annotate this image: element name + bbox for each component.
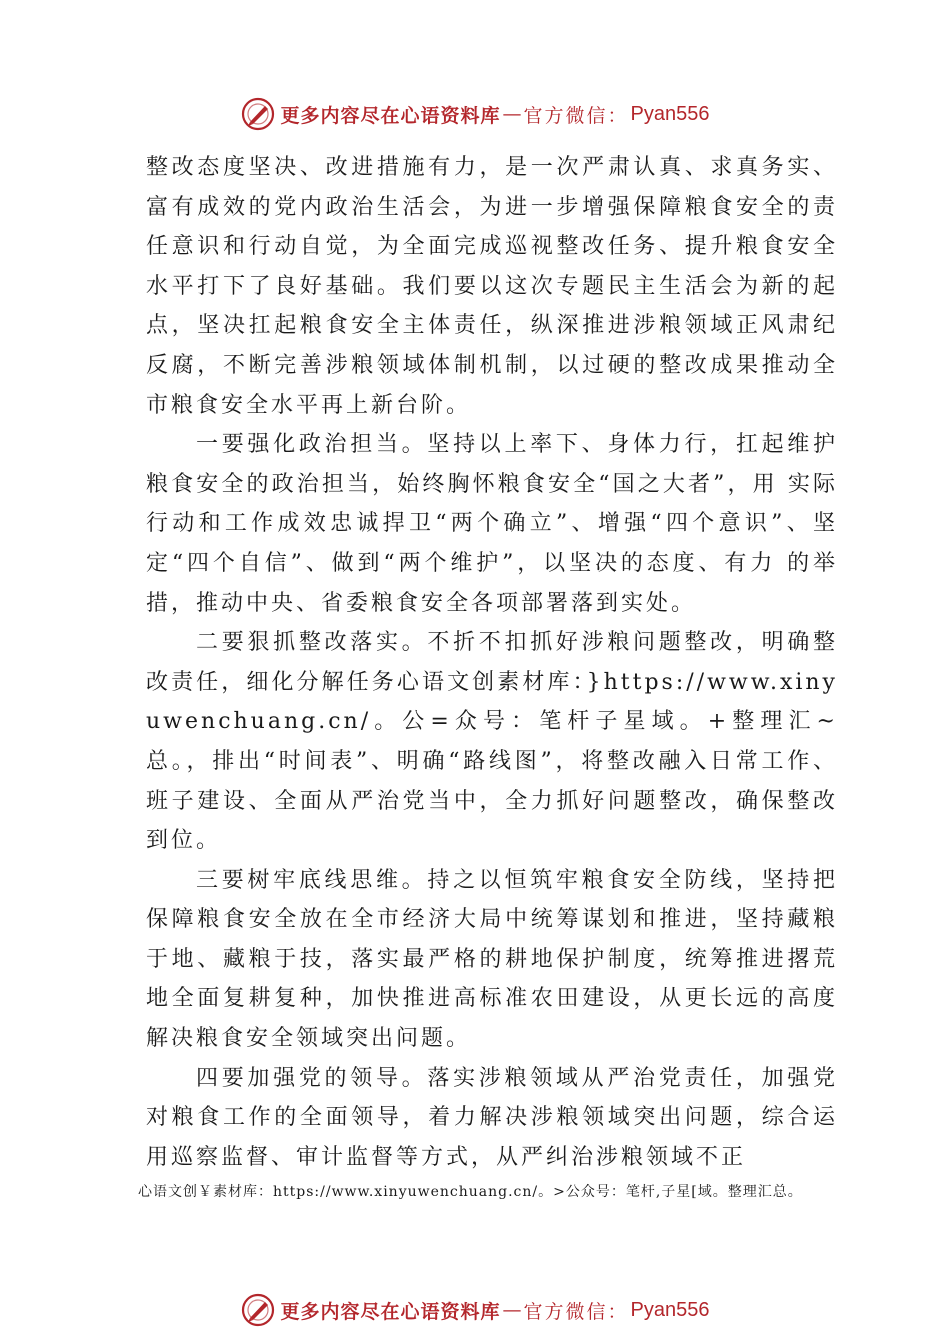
paragraph-party-leadership: 四要加强党的领导。落实涉粮领域从严治党责任，加强党对粮食工作的全面领导，着力解决涉粮领域突出问题，综合运用巡察监督、审计监督等方式，从严纠治涉粮领域不正 [146, 1065, 838, 1170]
banner-wechat-label: 官方微信： [523, 104, 629, 127]
paragraph-political-responsibility: 一要强化政治担当。坚持以上率下、身体力行，扛起维护粮食安全的政治担当，始终胸怀粮食安全“国之大者”，用 实际行动和工作成效忠诚捍卫“两个确立”、增强“四个意识”、坚定“四个自信”、做到“两个维护”，以坚决的态度、有力 的举措，推动中央、省委粮食安全各项部署落到实处。 [146, 432, 838, 616]
brand-logo-icon [241, 1293, 275, 1327]
banner-wechat-label: 官方微信： [523, 1300, 629, 1323]
banner-separator: — [502, 1299, 522, 1321]
paragraph-continuation: 整改态度坚决、改进措施有力，是一次严肃认真、求真务实、富有成效的党内政治生活会，为进一步增强保障粮食安全的责任意识和行动自觉，为全面完成巡视整改任务、提升粮食安全水平打下了良好基础。我们要以这次专题民主生活会为新的起点，坚决扛起粮食安全主体责任，纵深推进涉粮领域正风肃纪反腐，不断完善涉粮领域体制机制，以过硬的整改成果推动全市粮食安全水平再上新台阶。 [146, 155, 838, 418]
footer-watermark-note: 心语文创￥素材库：https://www.xinyuwenchuang.cn/。>公众号：笔杆,子星[域。整理汇总。 [138, 1184, 803, 1200]
footer-banner [0, 1290, 950, 1330]
brand-logo-icon [241, 97, 275, 131]
document-body [146, 148, 838, 1177]
header-banner [0, 94, 950, 134]
banner-wechat-id: Pyan556 [630, 102, 710, 125]
banner-title: 更多内容尽在心语资料库 [280, 104, 501, 127]
banner-separator: — [502, 103, 522, 125]
banner-wechat-id: Pyan556 [630, 1298, 710, 1321]
paragraph-bottom-line: 三要树牢底线思维。持之以恒筑牢粮食安全防线，坚持把保障粮食安全放在全市经济大局中统筹谋划和推进，坚持藏粮于地、藏粮于技，落实最严格的耕地保护制度，统筹推进撂荒地全面复耕复种，加快推进高标准农田建设，从更长远的高度解决粮食安全领域突出问题。 [146, 867, 838, 1052]
paragraph-rectification: 二要狠抓整改落实。不折不扣抓好涉粮问题整改，明确整改责任，细化分解任务心语文创素材库：}https://www.xinyuwenchuang.cn/。公=众号：笔杆子星域。+整理汇~总。，排出“时间表”、明确“路线图”，将整改融入日常工作、班子建设、全面从严治党当中，全力抓好问题整改，确保整改到位。 [146, 630, 838, 854]
banner-title: 更多内容尽在心语资料库 [280, 1300, 501, 1323]
